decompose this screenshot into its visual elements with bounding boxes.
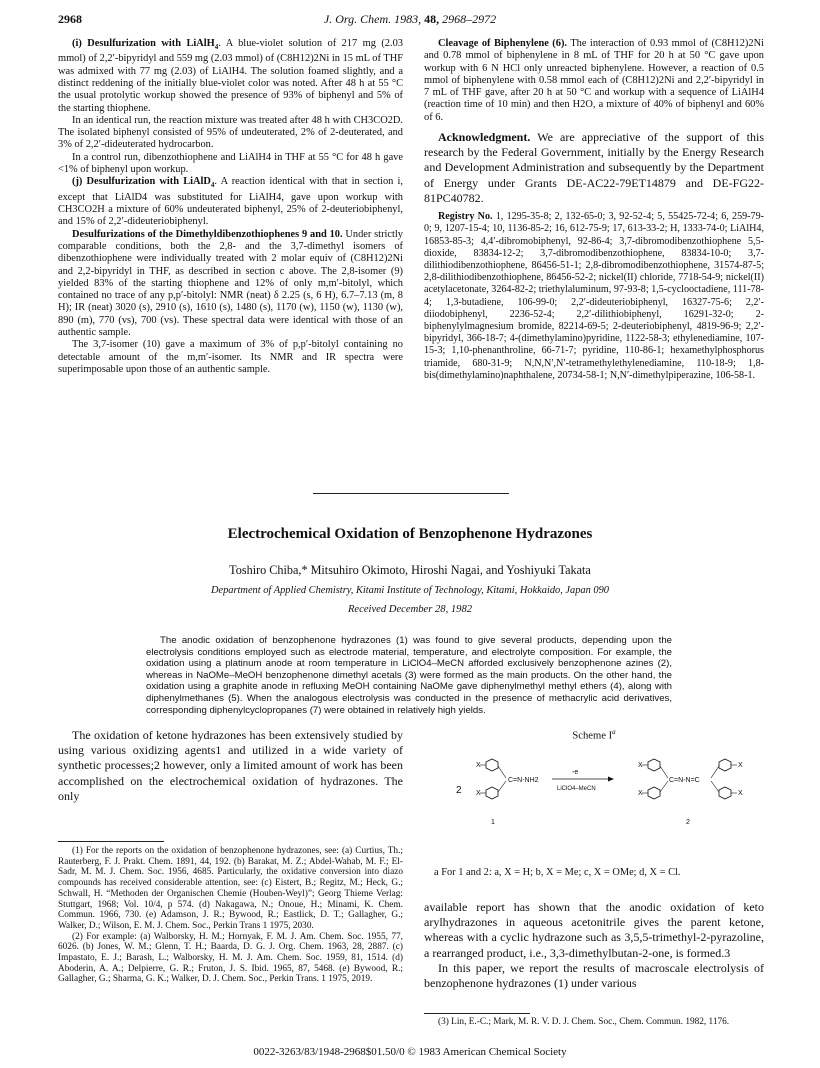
product-x-bottom-right: X	[738, 790, 743, 797]
footnote-1: (1) For the reports on the oxidation of benzophenone hydrazones, see: (a) Curtius, Th.; Rauterberg, F. J. Prakt. Chem. 1891, 44, 192. (b) Barakat, M. Z.; Abdel-Wahab, M. F.; El-Sadr, M. M. J. Chem. Soc. 1956, 4685. Particularly, the oxidative conversion into diazo compounds has received considerable attention, see: (c) Eistert, B.; Regitz, M.; Heck, G.; Schwall, H. “Methoden der Organischen Chemie (Houben-Weyl)”; Georg Thieme Verlag: Stuttgart, 1968; Vol. 10/4, p 574. (d) Nakagawa, N.; Onoue, H.; Minami, K. Chem. Commun. 1966, 730. (e) Adamson, J. R.; Bywood, R.; Eastlick, D. T.; Gallagher, G.; Walker, D.; Wilson, E. M. J. Chem. Soc., Perkin Trans 1 1975, 2030.	[58, 846, 403, 931]
section-j	[58, 176, 403, 228]
right-column-top	[424, 38, 764, 382]
page-number: 2968	[58, 12, 82, 26]
page-footer: 0022-3263/83/1948-2968$01.50/0 © 1983 American Chemical Society	[253, 1046, 567, 1058]
scheme-1	[424, 728, 764, 840]
section-i-para3: In a control run, dibenzothiophene and LiAlH4 in THF at 55 °C for 48 h gave <1% of biphenyl upon workup.	[58, 151, 403, 176]
product-x-bottom-left: X	[638, 790, 643, 797]
left-column-top	[58, 38, 403, 376]
section-cleavage	[424, 38, 764, 124]
section-dimethyl	[58, 229, 403, 340]
ack-text: We are appreciative of the support of this research by the Federal Government, initially by the Energy Research and Development Administration and subsequently by the Department of Energy under Grants DE-AC22-79ET14879 and DE-FG22-81PC40782.	[424, 130, 764, 205]
journal-volume: 48,	[424, 12, 440, 26]
product-aryl-bottom-left	[648, 787, 660, 799]
section-dimethyl-para2: The 3,7-isomer (10) gave a maximum of 3% of p,p′-bitolyl containing no detectable amount of the m,m′-isomer. Its NMR and IR spectra were superimposable upon those of an authentic sample.	[58, 339, 403, 375]
scheme-coefficient: 2	[456, 785, 462, 796]
scheme-reaction-drawing	[424, 744, 764, 840]
reactant-group: C=N-NH2	[508, 777, 539, 784]
introduction-continued	[424, 900, 764, 991]
registry-numbers	[424, 211, 764, 382]
footnote-2: (2) For example: (a) Walborsky, H. M.; Hornyak, F. M. J. Am. Chem. Soc. 1955, 77, 6026. (b) Jones, W. M.; Glenn, T. H.; Baarda, D. G. J. Org. Chem. 1963, 28, 2887. (c) Impastato, E. J.; Barash, L.; Walborsky, H. M. J. Am. Chem. Soc. 1959, 81, 1514. (d) Aboderin, A. A.; Delpierre, G. R.; Fruton, J. S. Ibid. 1965, 87, 5468. (e) Bywood, R.; Gallagher, G.; Sharma, G. K.; Walker, D. J. Chem. Soc., Perkin Trans. 1 1975, 2019.	[58, 931, 403, 985]
received-date: Received December 28, 1982	[347, 604, 473, 615]
product-aryl-bottom-right	[719, 787, 731, 799]
product-aryl-top-left	[648, 759, 660, 771]
section-i-para2: In an identical run, the reaction mixture was treated after 48 h with CH3CO2D. The isolated biphenyl consisted of 95% of undeuterated, 2% of 2-deuterated, and 3% of 2,2′-dideuterated hydrocarbon.	[58, 114, 403, 151]
section-j-title: (j) Desulfurization with LiAlD$_4$	[72, 176, 215, 190]
journal-year: 1983,	[394, 12, 422, 26]
reactant-x-bottom: X	[476, 790, 481, 797]
label-compound-2: 2	[686, 819, 690, 826]
reactant-aryl-bottom	[486, 787, 498, 799]
product-aryl-top-right	[719, 759, 731, 771]
registry-title: Registry No.	[438, 211, 493, 223]
footnote-3: (3) Lin, E.-C.; Mark, M. R. V. D. J. Chem. Soc., Chem. Commun. 1982, 1176.	[438, 1017, 730, 1027]
scheme-title: Scheme $I^a$	[572, 728, 616, 742]
introduction-text: The oxidation of ketone hydrazones has been extensively studied by using various oxidizing agents1 and utilized in a wide variety of synthetic processes;2 however, only a limited amount of work has been accomplished on the electrochemical oxidation of hydrazones. The only	[58, 728, 403, 803]
acknowledgment	[424, 130, 764, 206]
section-i	[58, 38, 403, 115]
article-authors: Toshiro Chiba,* Mitsuhiro Okimoto, Hiroshi Nagai, and Yoshiyuki Takata	[229, 563, 591, 577]
section-i-text: . A blue-violet solution of 217 mg (2.03 mmol) of 2,2′-bipyridyl and 559 mg (2.03 mmol) of (C8H12)2Ni in 15 mL of THF was admixed with 77 mg (2.03) of LiAlH4. The solution foamed slightly, and a distinct reddening of the initially blue-violet color was noted. After 48 h at 55 °C the usual protolytic workup showed the presence of 93% of biphenyl and 5% of the starting thiophene.	[58, 38, 403, 114]
label-compound-1: 1	[491, 819, 495, 826]
article-affiliation: Department of Applied Chemistry, Kitami Institute of Technology, Kitami, Hokkaido, Japan 090	[211, 585, 609, 596]
abstract: The anodic oxidation of benzophenone hydrazones (1) was found to give several products, depending upon the electrolysis conditions employed such as electrode material, temperature, and electrolyte composition. For example, the oxidation using a platinum anode at room temperature in LiClO4–MeCN afforded exclusively benzophenone azines (2), whereas in NaOMe–MeOH benzophenone dimethyl acetals (3) were formed as the main products. On the other hand, the oxidation using a graphite anode in refluxing MeOH containing NaOMe gave diphenylmethyl methyl ethers (4), along with diphenylmethanes (5). When the analogous electrolysis was conducted in the presence of methacrylic acid derivatives, corresponding diphenylcyclopropanes (7) were obtained in relatively high yields.	[146, 635, 672, 716]
registry-text: 1, 1295-35-8; 2, 132-65-0; 3, 92-52-4; 5, 55425-72-4; 6, 259-79-0; 9, 1207-15-4; 10, 1136-85-2; 16, 612-75-9; 17, 613-33-2; H, 1333-74-0; LiAlH4, 16853-85-3; 4,4′-dibromobiphenyl, 92-86-4; 3,7-dibromodibenzothiophene 5,5-dioxide, 83834-12-2; 3,7-dibromodibenzothiophene, 83834-10-0; 3,7-dilithiodibenzothiophene, 86456-51-1; 2,8-dibromodibenzothiophene, 31574-87-5; 2,8-dilithiodibenzothiophene, 86456-52-2; nickel(II) chloride, 7718-54-9; nickel(II) acetylacetonate, 3264-82-2; triethylaluminum, 97-93-8; 1,5-cyclooctadiene, 111-78-4; 1,3-butadiene, 106-99-0; 2,2′-dideuteriobiphenyl, 16327-75-6; 2,2′-diiodobiphenyl, 2236-52-4; 2,2′-dilithiobiphenyl, 16291-32-0; 2-biphenylylmagnesium bromide, 82214-69-5; 2-deuteriobiphenyl, 4819-96-9; 2,2′-bipyridyl, 366-18-7; 4-(dimethylamino)pyridine, 1122-58-3; ethylenediamine, 107-15-3; 1,10-phenanthroline, 66-71-7; pyridine, 110-86-1; hexamethylphosphorus triamide, 680-31-9; N,N,N′,N′-tetramethylethylenediamine, 110-18-9; 1,8-bis(dimethylamino)naphthalene, 20734-58-1; N,N′-dimethylpiperazine, 106-58-1.	[424, 211, 764, 381]
product-x-top-left: X	[638, 762, 643, 769]
footnote-rule-left	[58, 841, 164, 842]
journal-name: J. Org. Chem.	[323, 12, 392, 26]
product-x-top-right: X	[738, 762, 743, 769]
section-dimethyl-title: Desulfurizations of the Dimethyldibenzothiophenes 9 and 10.	[72, 228, 343, 240]
footnotes-left	[58, 846, 403, 985]
article-title: Electrochemical Oxidation of Benzophenone Hydrazones	[227, 526, 593, 542]
product-group: C=N-N=C	[669, 777, 700, 784]
article-divider	[313, 493, 509, 494]
cleavage-text: The interaction of 0.93 mmol of (C8H12)2Ni and 0.78 mmol of biphenylene in 8 mL of THF for 20 h at 50 °C gave upon workup with 6 N HCl only unreacted biphenylene. However, a reaction of 0.5 mmol of biphenylene with 0.58 mmol each of (C8H12)2Ni and 2,2′-bipyridyl in 7 mL of THF gave, after 20 h at 50 °C and workup with a sequence of LiAlH4 (reaction time of 10 min) and then H2O, a mixture of 40% of biphenyl and 60% of 6.	[424, 38, 764, 123]
section-j-text: . A reaction identical with that in section i, except that LiAlD4 was substituted for LiAlH4, gave upon workup with CH3CO2H a mixture of 60% undeuterated biphenyl, 25% of 2-deuteriobiphenyl, and 15% of 2,2′-dideuteriobiphenyl.	[58, 176, 403, 228]
running-header	[58, 12, 762, 32]
intro-para2: In this paper, we report the results of macroscale electrolysis of benzophenone hydrazones (1) under various	[424, 960, 764, 991]
section-dimethyl-text: Under strictly comparable conditions, both the 2,8- and the 3,7-dimethyl isomers of dibenzothiophene were individually treated with 2 molar equiv of (C8H12)2Ni and 2,2-bipyridyl in THF, as described in section c above. The 2,8-isomer (9) yielded 83% of the starting thiophene and 12% of only m,m′-bitolyl, which contained no trace of any p,p′-bitolyl: NMR (neat) δ 2.25 (s, 6 H), 6.7–7.13 (m, 8 H); IR (neat) 3020 (s), 2910 (s), 1610 (s), 1480 (s), 1170 (w), 1150 (w), 1130 (w), 890 (m), 770 (vs), 700 (vs). These spectral data were identical with those of an authentic sample.	[58, 228, 403, 338]
intro-cont-para: available report has shown that the anodic oxidation of keto arylhydrazones in aqueous acetonitrile gives the parent ketone, whereas with a cyclic hydrazone such as 3,5,5-trimethyl-2-pyrazoline, a rearranged product, i.e., 3,3-dimethylbutan-2-one, is formed.3	[424, 900, 764, 960]
journal-citation	[58, 12, 762, 27]
journal-pages: 2968–2972	[442, 12, 497, 26]
section-i-title: (i) Desulfurization with LiAlH$_4$	[72, 38, 219, 52]
cleavage-title: Cleavage of Biphenylene (6).	[438, 38, 568, 49]
ack-title: Acknowledgment.	[438, 130, 531, 145]
arrow-reagent-bottom: LiClO4–MeCN	[557, 786, 596, 792]
scheme-footnote: a For 1 and 2: a, X = H; b, X = Me; c, X = OMe; d, X = Cl.	[434, 867, 681, 878]
reactant-aryl-top	[486, 759, 498, 771]
arrow-reagent-top: -e	[572, 769, 579, 776]
footnote-rule-right	[424, 1013, 530, 1014]
reactant-x-top: X	[476, 762, 481, 769]
